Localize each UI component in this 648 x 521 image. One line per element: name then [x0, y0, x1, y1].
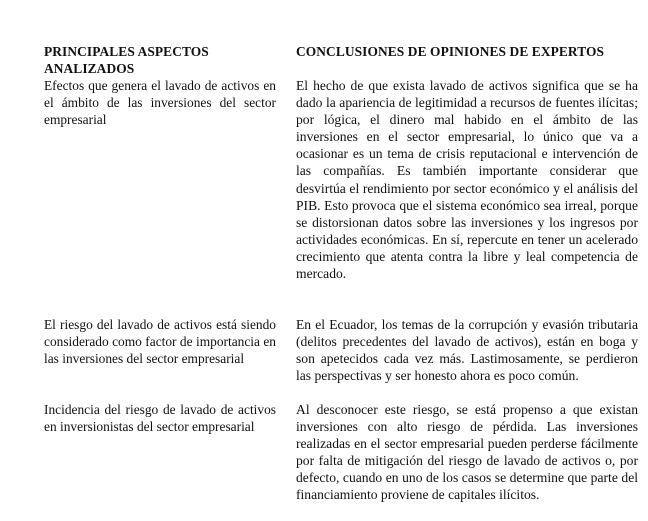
row-1-aspect: Efectos que genera el lavado de activos en el ámbito de las inversiones del sector empresarial	[44, 78, 276, 128]
header-aspects: PRINCIPALES ASPECTOS ANALIZADOS	[44, 44, 209, 76]
row-2-aspect: El riesgo del lavado de activos está siendo considerado como factor de importancia en las inversiones del sector empresarial	[44, 317, 276, 367]
row-2-conclusion: En el Ecuador, los temas de la corrupción y evasión tributaria (delitos precedentes del lavado de activos), están en boga y son apetecidos cada vez más. Lastimosamente, se perdieron las perspectivas y ser honesto ahora es poco común.	[296, 317, 638, 384]
row-1-conclusion: El hecho de que exista lavado de activos significa que se ha dado la apariencia de legitimidad a recursos de fuentes ilícitas; por lógica, el dinero mal habido en el ámbito de las inversiones en el sector empresarial, lo único que va a ocasionar es un tema de crisis reputacional e intervención de las compañías. Es también importante considerar que desvirtúa el rendimiento por sector económico y el análisis del PIB. Esto provoca que el sistema económico sea irreal, porque se distorsionan datos sobre las inversiones y los ingresos por actividades económicas. En sí, repercute en tener un acelerado crecimiento que atenta contra la libre y leal competencia de mercado.	[296, 78, 638, 282]
row-3-conclusion: Al desconocer este riesgo, se está propenso a que existan inversiones con alto riesgo de pérdida. Las inversiones realizadas en el sector empresarial pueden perderse fácilmente por falta de mitigación del riesgo de lavado de activos o, por defecto, cuando en uno de los casos se determine que parte del financiamiento proviene de capitales ilícitos.	[296, 402, 638, 503]
header-conclusions: CONCLUSIONES DE OPINIONES DE EXPERTOS	[296, 44, 605, 59]
row-3-aspect: Incidencia del riesgo de lavado de activos en inversionistas del sector empresarial	[44, 402, 276, 435]
